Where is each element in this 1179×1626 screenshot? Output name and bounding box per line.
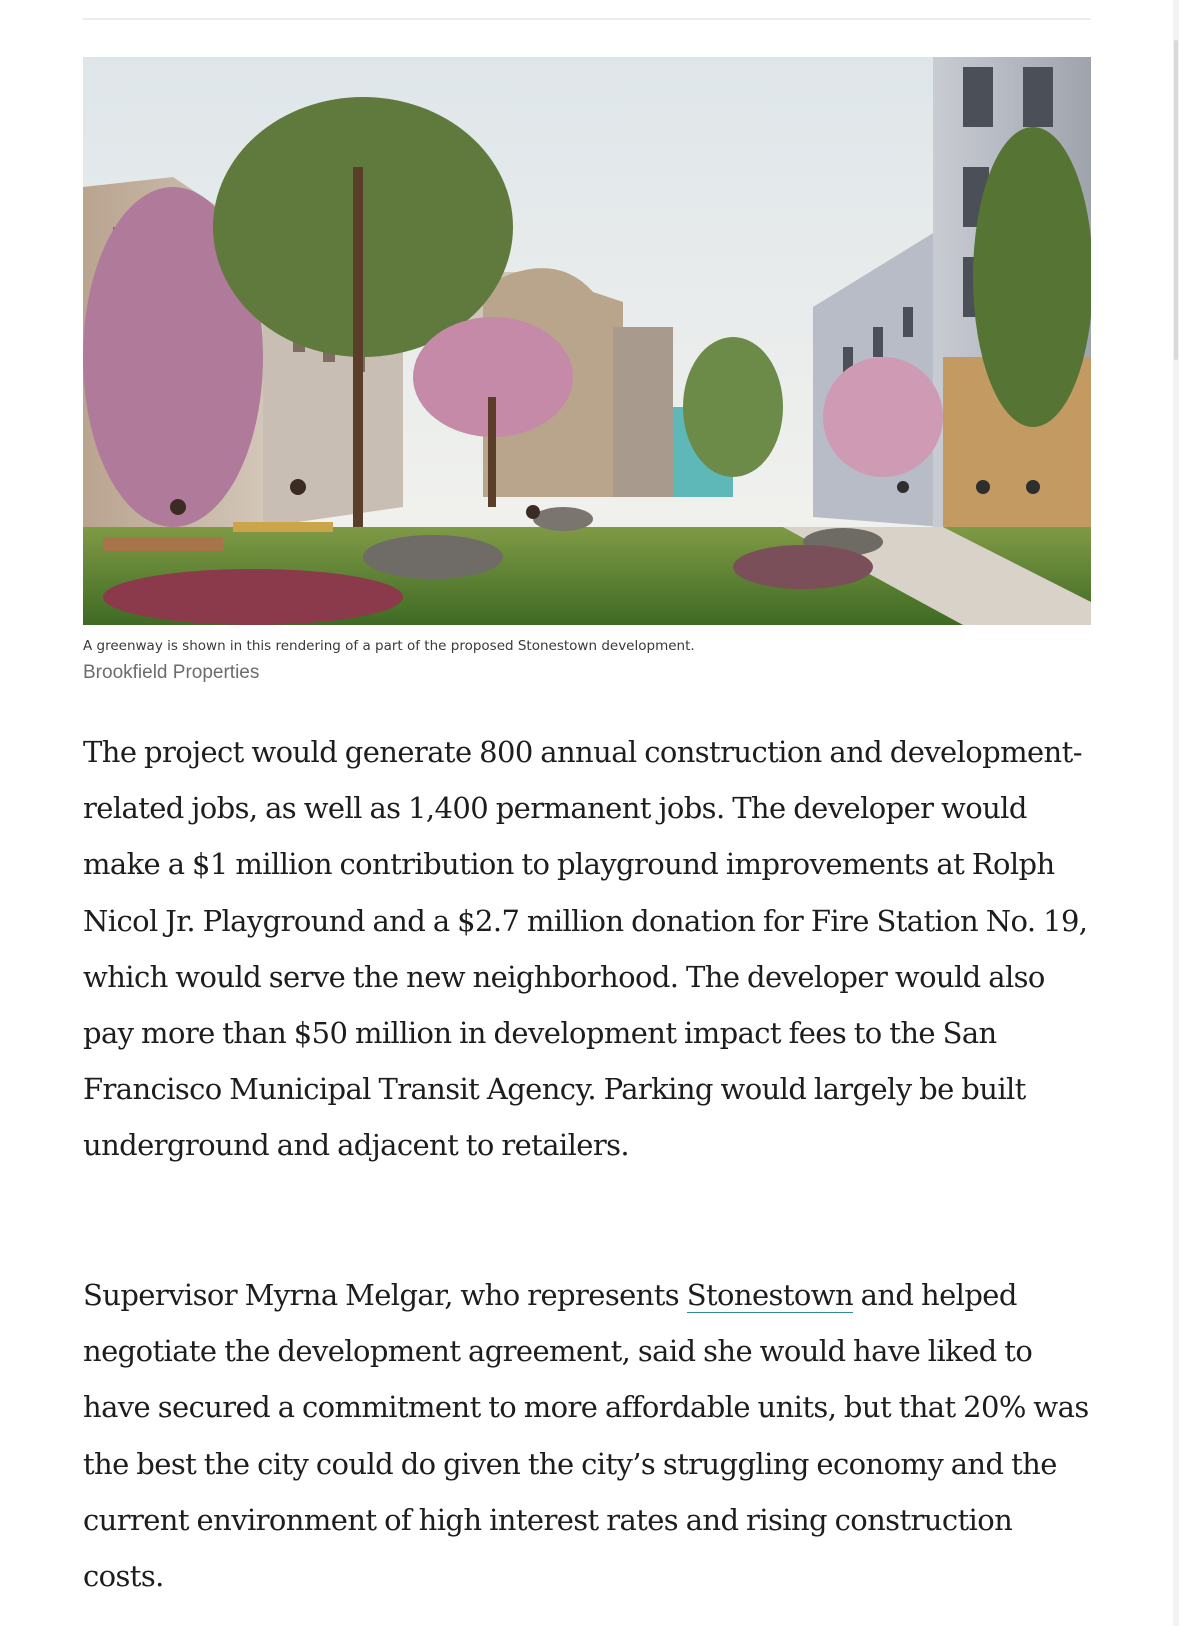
landscape-rendering-icon xyxy=(83,57,1091,625)
paragraph-text: Supervisor Myrna Melgar, who represents xyxy=(83,1278,687,1312)
article-figure-image[interactable] xyxy=(83,57,1091,625)
article-paragraph: The project would generate 800 annual construction and development-related jobs, as well as 1,400 permanent jobs. The developer would make a $1 million contribution to playground improvements at Rolph Nicol Jr. Playground and a $2.7 million donation for Fire Station No. 19, which would serve the new neighborhood. The developer would also pay more than $50 million in development impact fees to the San Francisco Municipal Transit Agency. Parking would largely be built underground and adjacent to retailers. xyxy=(83,735,1088,1163)
figure-credit: Brookfield Properties xyxy=(83,662,260,683)
figure-caption: A greenway is shown in this rendering of a part of the proposed Stonestown development. xyxy=(83,638,695,654)
stonestown-link[interactable]: Stonestown xyxy=(686,1278,854,1312)
scrollbar[interactable] xyxy=(1173,0,1179,1626)
paragraph-text: and helped negotiate the development agreement, said she would have liked to have secured a commitment to more affordable units, but that 20% was the best the city could do given the city’s struggling economy and the current environment of high interest rates and rising construction costs. xyxy=(83,1278,1089,1594)
top-divider xyxy=(83,18,1091,20)
article-paragraph xyxy=(83,1267,1098,1604)
scrollbar-thumb[interactable] xyxy=(1174,40,1178,360)
